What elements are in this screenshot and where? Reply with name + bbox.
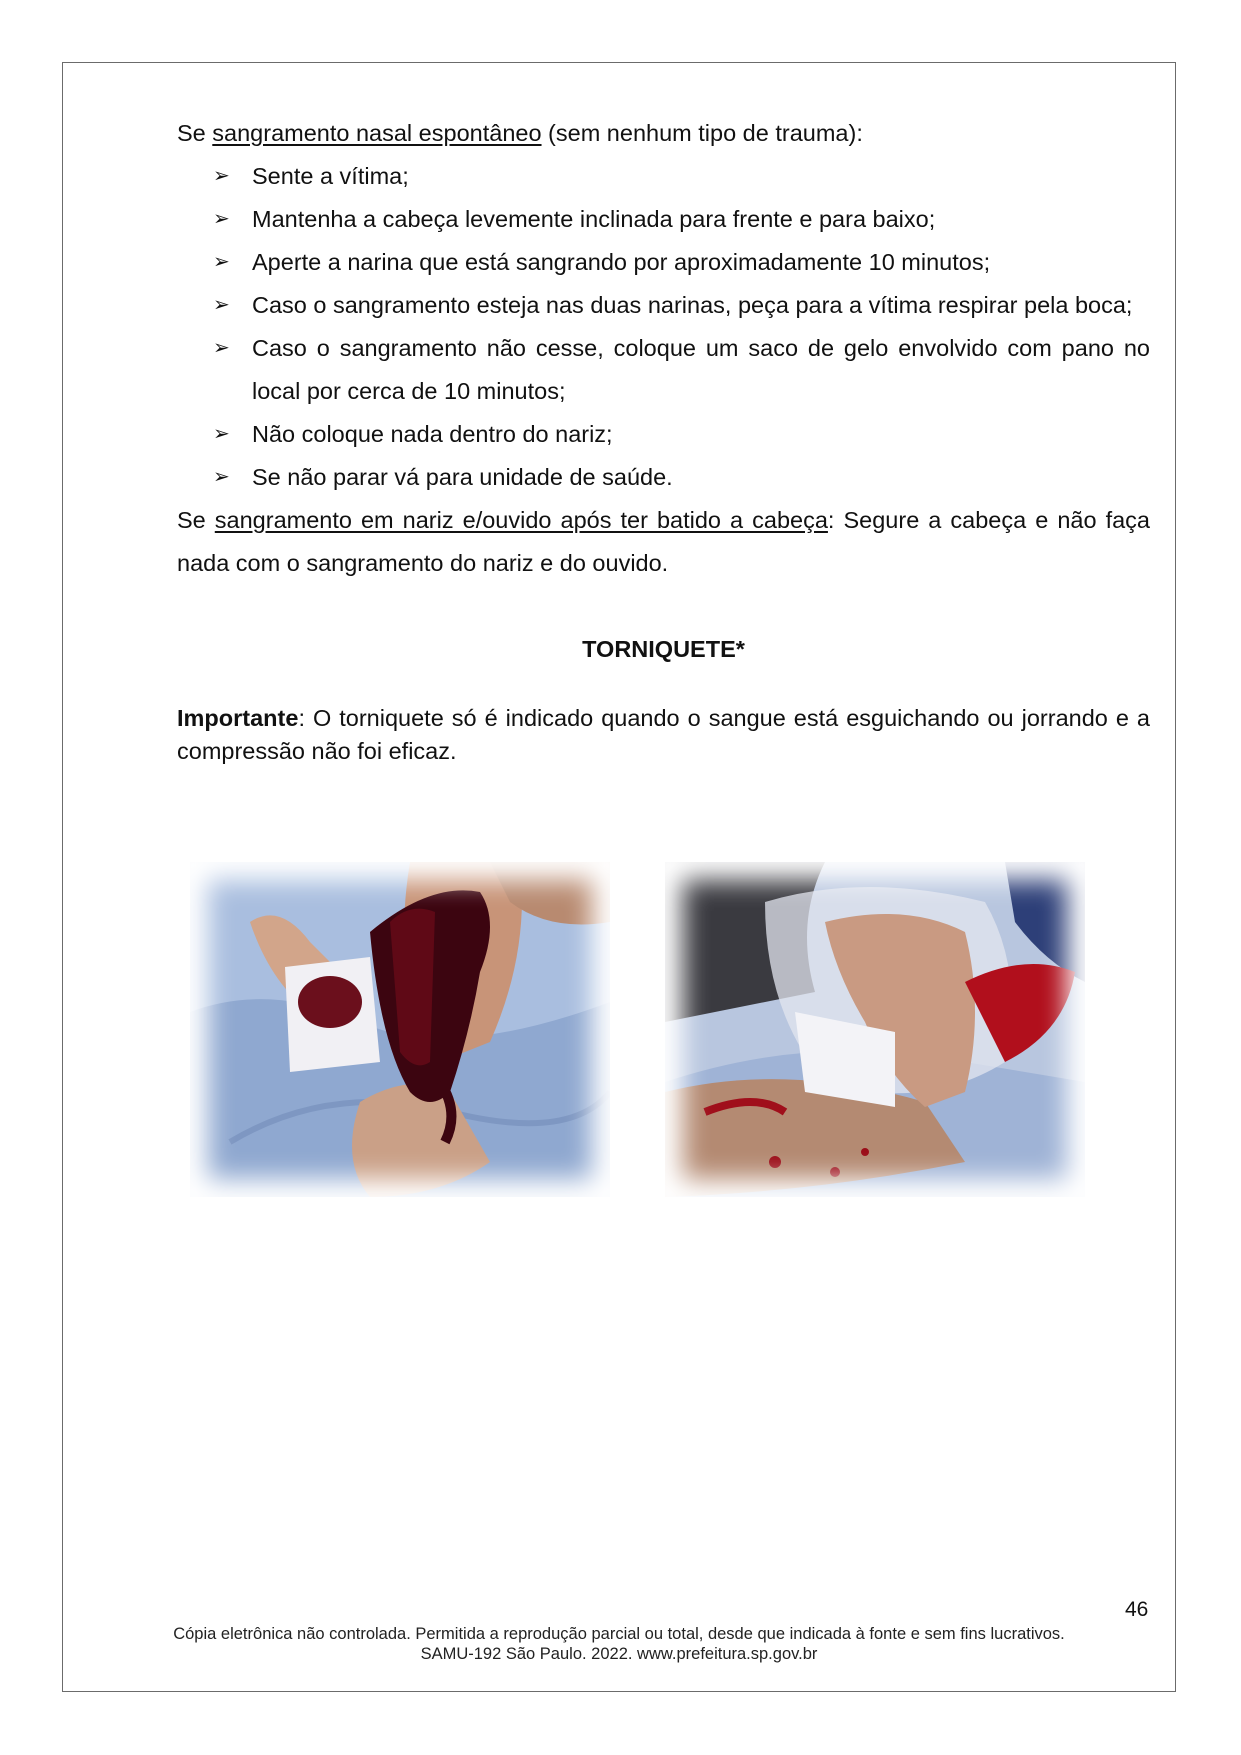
list-item <box>177 327 1150 413</box>
arrowhead-bullet-icon: ➢ <box>213 337 230 359</box>
list-item <box>177 241 1150 284</box>
footer-line-2: SAMU-192 São Paulo. 2022. www.prefeitura.sp.gov.br <box>420 1645 818 1663</box>
list-item <box>177 198 1150 241</box>
arrowhead-bullet-icon: ➢ <box>213 165 230 187</box>
arrowhead-bullet-icon: ➢ <box>213 466 230 488</box>
list-item-text: Não coloque nada dentro do nariz; <box>252 421 613 447</box>
photo-hand-compression-bleeding-arm <box>190 862 610 1197</box>
nasal-intro <box>177 112 1150 155</box>
photo-illustration-left <box>190 862 610 1197</box>
footer-line-1: Cópia eletrônica não controlada. Permitida a reprodução parcial ou total, desde que indicada à fonte e sem fins lucrativos. <box>173 1625 1065 1643</box>
important-label: Importante <box>177 705 299 731</box>
list-item <box>177 413 1150 456</box>
head-trauma-prefix: Se <box>177 507 215 533</box>
arrowhead-bullet-icon: ➢ <box>213 251 230 273</box>
arrowhead-bullet-icon: ➢ <box>213 294 230 316</box>
nasal-intro-prefix: Se <box>177 120 213 146</box>
list-item <box>177 456 1150 499</box>
photo-row <box>190 862 1090 1202</box>
nasal-intro-suffix: (sem nenhum tipo de trauma): <box>541 120 863 146</box>
important-text: : O torniquete só é indicado quando o sangue está esguichando ou jorrando e a compressão não foi eficaz. <box>177 705 1150 764</box>
arrowhead-bullet-icon: ➢ <box>213 423 230 445</box>
list-item-text: Se não parar vá para unidade de saúde. <box>252 464 673 490</box>
list-item-text: Caso o sangramento esteja nas duas narinas, peça para a vítima respirar pela boca; <box>252 292 1133 318</box>
photo-illustration-right <box>665 862 1085 1197</box>
list-item <box>177 284 1150 327</box>
nasal-steps-list <box>177 155 1150 499</box>
list-item-text: Caso o sangramento não cesse, coloque um saco de gelo envolvido com pano no local por cerca de 10 minutos; <box>252 335 1150 404</box>
head-trauma-suffix: : Segure a cabeça e não faça nada com o sangramento do nariz e do ouvido. <box>177 507 1150 576</box>
page-content <box>177 112 1150 792</box>
list-item-text: Mantenha a cabeça levemente inclinada para frente e para baixo; <box>252 206 936 232</box>
photo-plastic-covered-hand-pressure <box>665 862 1085 1197</box>
footer <box>62 1624 1176 1664</box>
list-item-text: Sente a vítima; <box>252 163 409 189</box>
important-note <box>177 702 1150 768</box>
head-trauma-underlined: sangramento em nariz e/ouvido após ter batido a cabeça <box>214 507 828 533</box>
nasal-intro-underlined: sangramento nasal espontâneo <box>212 120 542 146</box>
page-number: 46 <box>1125 1598 1149 1621</box>
list-item-text: Aperte a narina que está sangrando por aproximadamente 10 minutos; <box>252 249 991 275</box>
list-item <box>177 155 1150 198</box>
arrowhead-bullet-icon: ➢ <box>213 208 230 230</box>
section-title: TORNIQUETE* <box>582 636 745 662</box>
head-trauma-paragraph <box>177 499 1150 585</box>
